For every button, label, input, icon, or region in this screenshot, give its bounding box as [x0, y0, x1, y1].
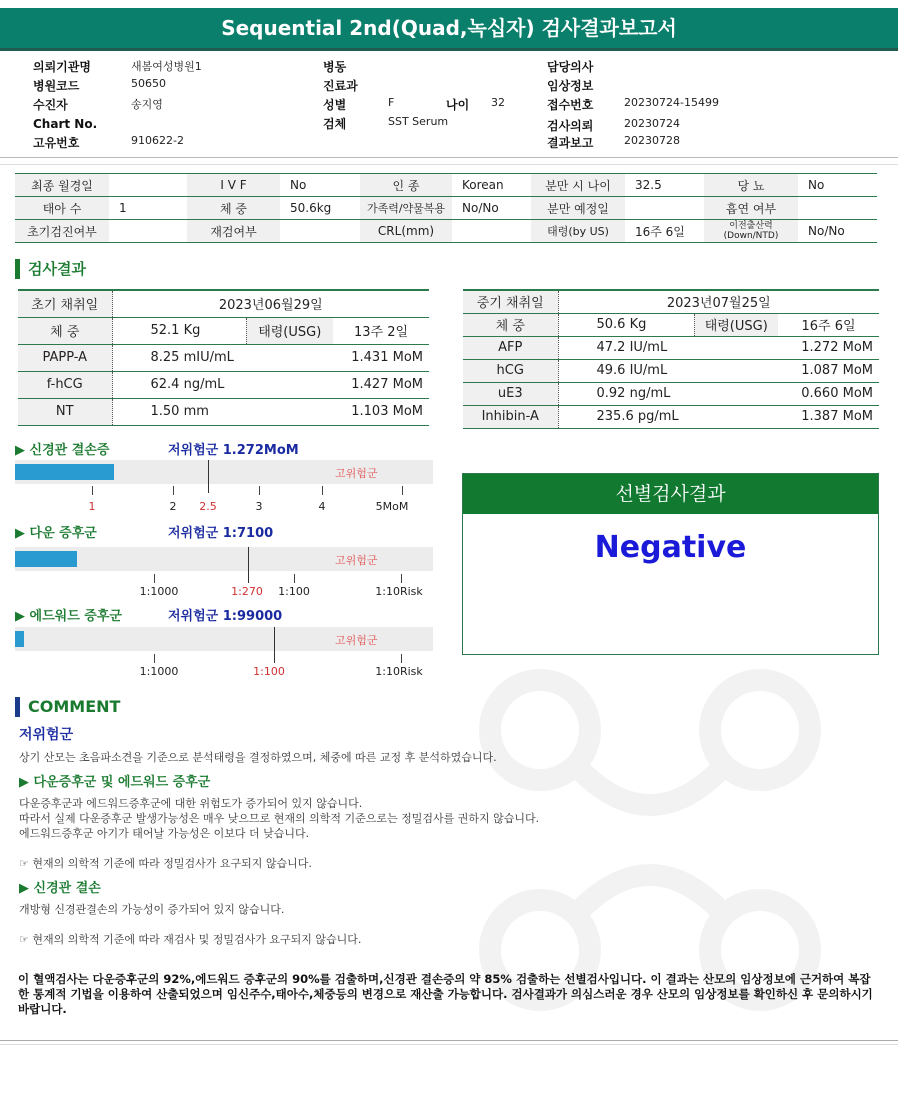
table-cell: 32.5: [625, 174, 704, 197]
tick-label: 3: [255, 500, 263, 513]
dept-label: 진료과: [323, 79, 358, 93]
table-row: [18, 290, 429, 317]
axis-tick: [173, 486, 174, 495]
table-cell: 태령(by US): [531, 220, 625, 243]
second-date-label: 중기 채취일: [463, 290, 558, 313]
axis-tick: [259, 486, 260, 495]
ntd-risk-fill: [15, 464, 114, 480]
axis-tick: [322, 486, 323, 495]
marker-name: hCG: [463, 359, 558, 382]
specimen-value: SST Serum: [388, 115, 449, 128]
first-ga-value: 13주 2일: [333, 317, 429, 344]
edward-cutoff-line: [274, 627, 275, 663]
second-date-value: 2023년07월25일: [558, 290, 879, 313]
screening-result-box: [462, 473, 879, 655]
edward-risk-result: 저위험군 1:99000: [168, 609, 283, 624]
results-section-title: 검사결과: [15, 259, 86, 279]
footer-disclaimer: 이 혈액검사는 다운증후군의 92%,에드워드 증후군의 90%를 검출하며,신경관 결손증의 약 85% 검출하는 선별검사입니다. 이 결과는 산모의 임상정보에 근거하여 복잡한 통계적 기법을 이용하여 산출되었으며 임신주수,태아수,체중등의 변경으로 재산출 가능합니다. 검사결과가 의심스러운 경우 산모의 임상정보를 확인하신 후 문의하시기 바랍니다.: [18, 972, 873, 1016]
table-row: [18, 344, 429, 371]
axis-tick: [154, 574, 155, 583]
table-row: [463, 290, 879, 313]
request-date-value: 20230724: [624, 117, 680, 130]
table-cell: 당 뇨: [704, 174, 798, 197]
down-cutoff-line: [248, 547, 249, 583]
tick-label: 5MoM: [375, 500, 409, 513]
table-cell: [280, 220, 360, 243]
marker-name: uE3: [463, 382, 558, 405]
table-row: [18, 398, 429, 425]
hospital-code-label: 병원코드: [33, 79, 80, 93]
patient-value: 송지영: [131, 98, 163, 111]
marker-value: 49.6 IU/mL: [558, 359, 778, 382]
comment-down-head: ▶ 다운증후군 및 에드워드 증후군: [19, 775, 211, 790]
request-date-label: 검사의뢰: [547, 119, 594, 133]
comment-title: COMMENT: [15, 697, 120, 717]
table-cell: 이전출산력 (Down/NTD): [704, 220, 798, 243]
table-row: [15, 174, 877, 197]
table-row: [18, 317, 429, 344]
table-row: [15, 197, 877, 220]
age-label: 나이: [446, 98, 470, 112]
table-cell: 16주 6일: [625, 220, 704, 243]
axis-tick: [294, 574, 295, 583]
comment-text: 상기 산모는 초음파소견을 기준으로 분석태령을 결정하였으며, 체중에 따른 교정 후 분석하였습니다.: [19, 751, 497, 764]
down-risk-fill: [15, 551, 77, 567]
table-cell: 흡연 여부: [704, 197, 798, 220]
table-row: [463, 405, 879, 428]
marker-value: 1.50 mm: [112, 398, 333, 425]
table-row: [18, 371, 429, 398]
table-cell: I V F: [187, 174, 280, 197]
comment-text: 에드워드증후군 아기가 태어날 가능성은 이보다 더 낮습니다.: [19, 827, 310, 840]
tick-label: 4: [318, 500, 326, 513]
first-ga-label: 태령(USG): [246, 317, 333, 344]
comment-text: ☞ 현재의 의학적 기준에 따라 재검사 및 정밀검사가 요구되지 않습니다.: [19, 933, 362, 946]
patient-label: 수진자: [33, 98, 68, 112]
first-weight-label: 체 중: [18, 317, 112, 344]
down-risk-bar: [15, 547, 433, 571]
sex-value: F: [388, 96, 395, 109]
axis-tick: [154, 654, 155, 663]
marker-name: f-hCG: [18, 371, 112, 398]
table-cell: [798, 197, 877, 220]
down-risk-title: ▶ 다운 증후군: [15, 526, 97, 541]
comment-text: ☞ 현재의 의학적 기준에 따라 정밀검사가 요구되지 않습니다.: [19, 857, 312, 870]
table-row: [463, 336, 879, 359]
comment-text: 따라서 실제 다운증후군 발생가능성은 매우 낮으므로 현재의 의학적 기준으로는 정밀검사를 권하지 않습니다.: [19, 812, 540, 825]
ntd-risk-title: ▶ 신경관 결손증: [15, 443, 110, 458]
tick-label: 1: [88, 500, 96, 513]
report-date-value: 20230728: [624, 134, 680, 147]
table-cell: No: [280, 174, 360, 197]
marker-name: AFP: [463, 336, 558, 359]
tick-label: 2.5: [199, 500, 217, 513]
bottom-divider: [0, 1040, 898, 1045]
edward-risk-title: ▶ 에드워드 증후군: [15, 609, 122, 624]
axis-tick: [401, 574, 402, 583]
down-risk-result: 저위험군 1:7100: [168, 526, 274, 541]
table-cell: No: [798, 174, 877, 197]
marker-value: 0.92 ng/mL: [558, 382, 778, 405]
tick-label: 2: [169, 500, 177, 513]
axis-tick: [92, 486, 93, 495]
table-cell: 50.6kg: [280, 197, 360, 220]
table-cell: 인 종: [360, 174, 452, 197]
clinical-info-table: [15, 173, 877, 243]
table-row: [463, 359, 879, 382]
marker-name: PAPP-A: [18, 344, 112, 371]
ntd-risk-result: 저위험군 1.272MoM: [168, 443, 299, 458]
unique-id-value: 910622-2: [131, 134, 184, 147]
tick-label: 1:1000: [139, 665, 179, 678]
table-cell: No/No: [798, 220, 877, 243]
org-label: 의뢰기관명: [33, 60, 91, 74]
separator: [0, 164, 898, 165]
table-cell: Korean: [452, 174, 531, 197]
table-cell: CRL(mm): [360, 220, 452, 243]
axis-tick: [402, 486, 403, 495]
table-cell: [625, 197, 704, 220]
first-weight-value: 52.1 Kg: [112, 317, 246, 344]
second-ga-value: 16주 6일: [778, 313, 879, 336]
screening-result-title: 선별검사결과: [463, 474, 878, 514]
comment-text: 다운증후군과 에드워드증후군에 대한 위험도가 증가되어 있지 않습니다.: [19, 797, 363, 810]
marker-name: Inhibin-A: [463, 405, 558, 428]
second-weight-value: 50.6 Kg: [558, 313, 694, 336]
axis-tick: [401, 654, 402, 663]
table-cell: [452, 220, 531, 243]
edward-high-label: 고위험군: [335, 634, 378, 647]
table-row: [463, 313, 879, 336]
ntd-high-label: 고위험군: [335, 467, 378, 480]
unique-id-label: 고유번호: [33, 136, 80, 150]
edward-risk-bar: [15, 627, 433, 651]
chart-no-label: Chart No.: [33, 117, 98, 131]
receipt-no-value: 20230724-15499: [624, 96, 719, 109]
age-value: 32: [491, 96, 505, 109]
marker-value: 47.2 IU/mL: [558, 336, 778, 359]
marker-mom: 1.087 MoM: [778, 359, 879, 382]
table-cell: 재검여부: [187, 220, 280, 243]
first-date-value: 2023년06월29일: [112, 290, 429, 317]
marker-mom: 1.431 MoM: [333, 344, 429, 371]
separator: [0, 157, 898, 158]
tick-label: 1:100: [278, 585, 310, 598]
org-value: 새봄여성병원1: [131, 60, 202, 73]
marker-value: 62.4 ng/mL: [112, 371, 333, 398]
table-cell: 체 중: [187, 197, 280, 220]
marker-mom: 0.660 MoM: [778, 382, 879, 405]
marker-value: 8.25 mIU/mL: [112, 344, 333, 371]
report-title: Sequential 2nd(Quad,녹십자) 검사결과보고서: [0, 8, 898, 48]
marker-mom: 1.427 MoM: [333, 371, 429, 398]
second-weight-label: 체 중: [463, 313, 558, 336]
tick-label: 1:270: [231, 585, 263, 598]
second-trimester-table: [463, 289, 879, 429]
table-cell: 1: [109, 197, 187, 220]
second-ga-label: 태령(USG): [694, 313, 778, 336]
table-cell: 분만 예정일: [531, 197, 625, 220]
marker-mom: 1.272 MoM: [778, 336, 879, 359]
specimen-label: 검체: [323, 117, 347, 131]
table-row: [463, 382, 879, 405]
comment-ntd-head: ▶ 신경관 결손: [19, 881, 101, 896]
table-cell: 분만 시 나이: [531, 174, 625, 197]
marker-value: 235.6 pg/mL: [558, 405, 778, 428]
ntd-risk-bar: [15, 460, 433, 484]
report-date-label: 결과보고: [547, 136, 594, 150]
down-high-label: 고위험군: [335, 554, 378, 567]
tick-label: 1:100: [253, 665, 285, 678]
ward-label: 병동: [323, 60, 347, 74]
doctor-label: 담당의사: [547, 60, 594, 74]
table-cell: 초기검진여부: [15, 220, 109, 243]
tick-label: 1:1000: [139, 585, 179, 598]
table-cell: 최종 월경일: [15, 174, 109, 197]
header-underline: [0, 48, 898, 51]
receipt-no-label: 접수번호: [547, 98, 594, 112]
sex-label: 성별: [323, 98, 347, 112]
comment-text: 개방형 신경관결손의 가능성이 증가되어 있지 않습니다.: [19, 903, 285, 916]
tick-label: 1:10Risk: [375, 585, 423, 598]
clinical-info-label: 임상정보: [547, 79, 594, 93]
first-trimester-table: [18, 289, 429, 426]
ntd-cutoff-line: [208, 460, 209, 493]
edward-risk-fill: [15, 631, 24, 647]
marker-mom: 1.103 MoM: [333, 398, 429, 425]
table-cell: [109, 220, 187, 243]
comment-risk-head: 저위험군: [19, 727, 74, 743]
hospital-code-value: 50650: [131, 77, 166, 90]
screening-result-value: Negative: [594, 530, 747, 565]
marker-mom: 1.387 MoM: [778, 405, 879, 428]
table-cell: 가족력/약물복용: [360, 197, 452, 220]
tick-label: 1:10Risk: [375, 665, 423, 678]
table-row: [15, 220, 877, 243]
table-cell: [109, 174, 187, 197]
table-cell: No/No: [452, 197, 531, 220]
first-date-label: 초기 채취일: [18, 290, 112, 317]
marker-name: NT: [18, 398, 112, 425]
table-cell: 태아 수: [15, 197, 109, 220]
